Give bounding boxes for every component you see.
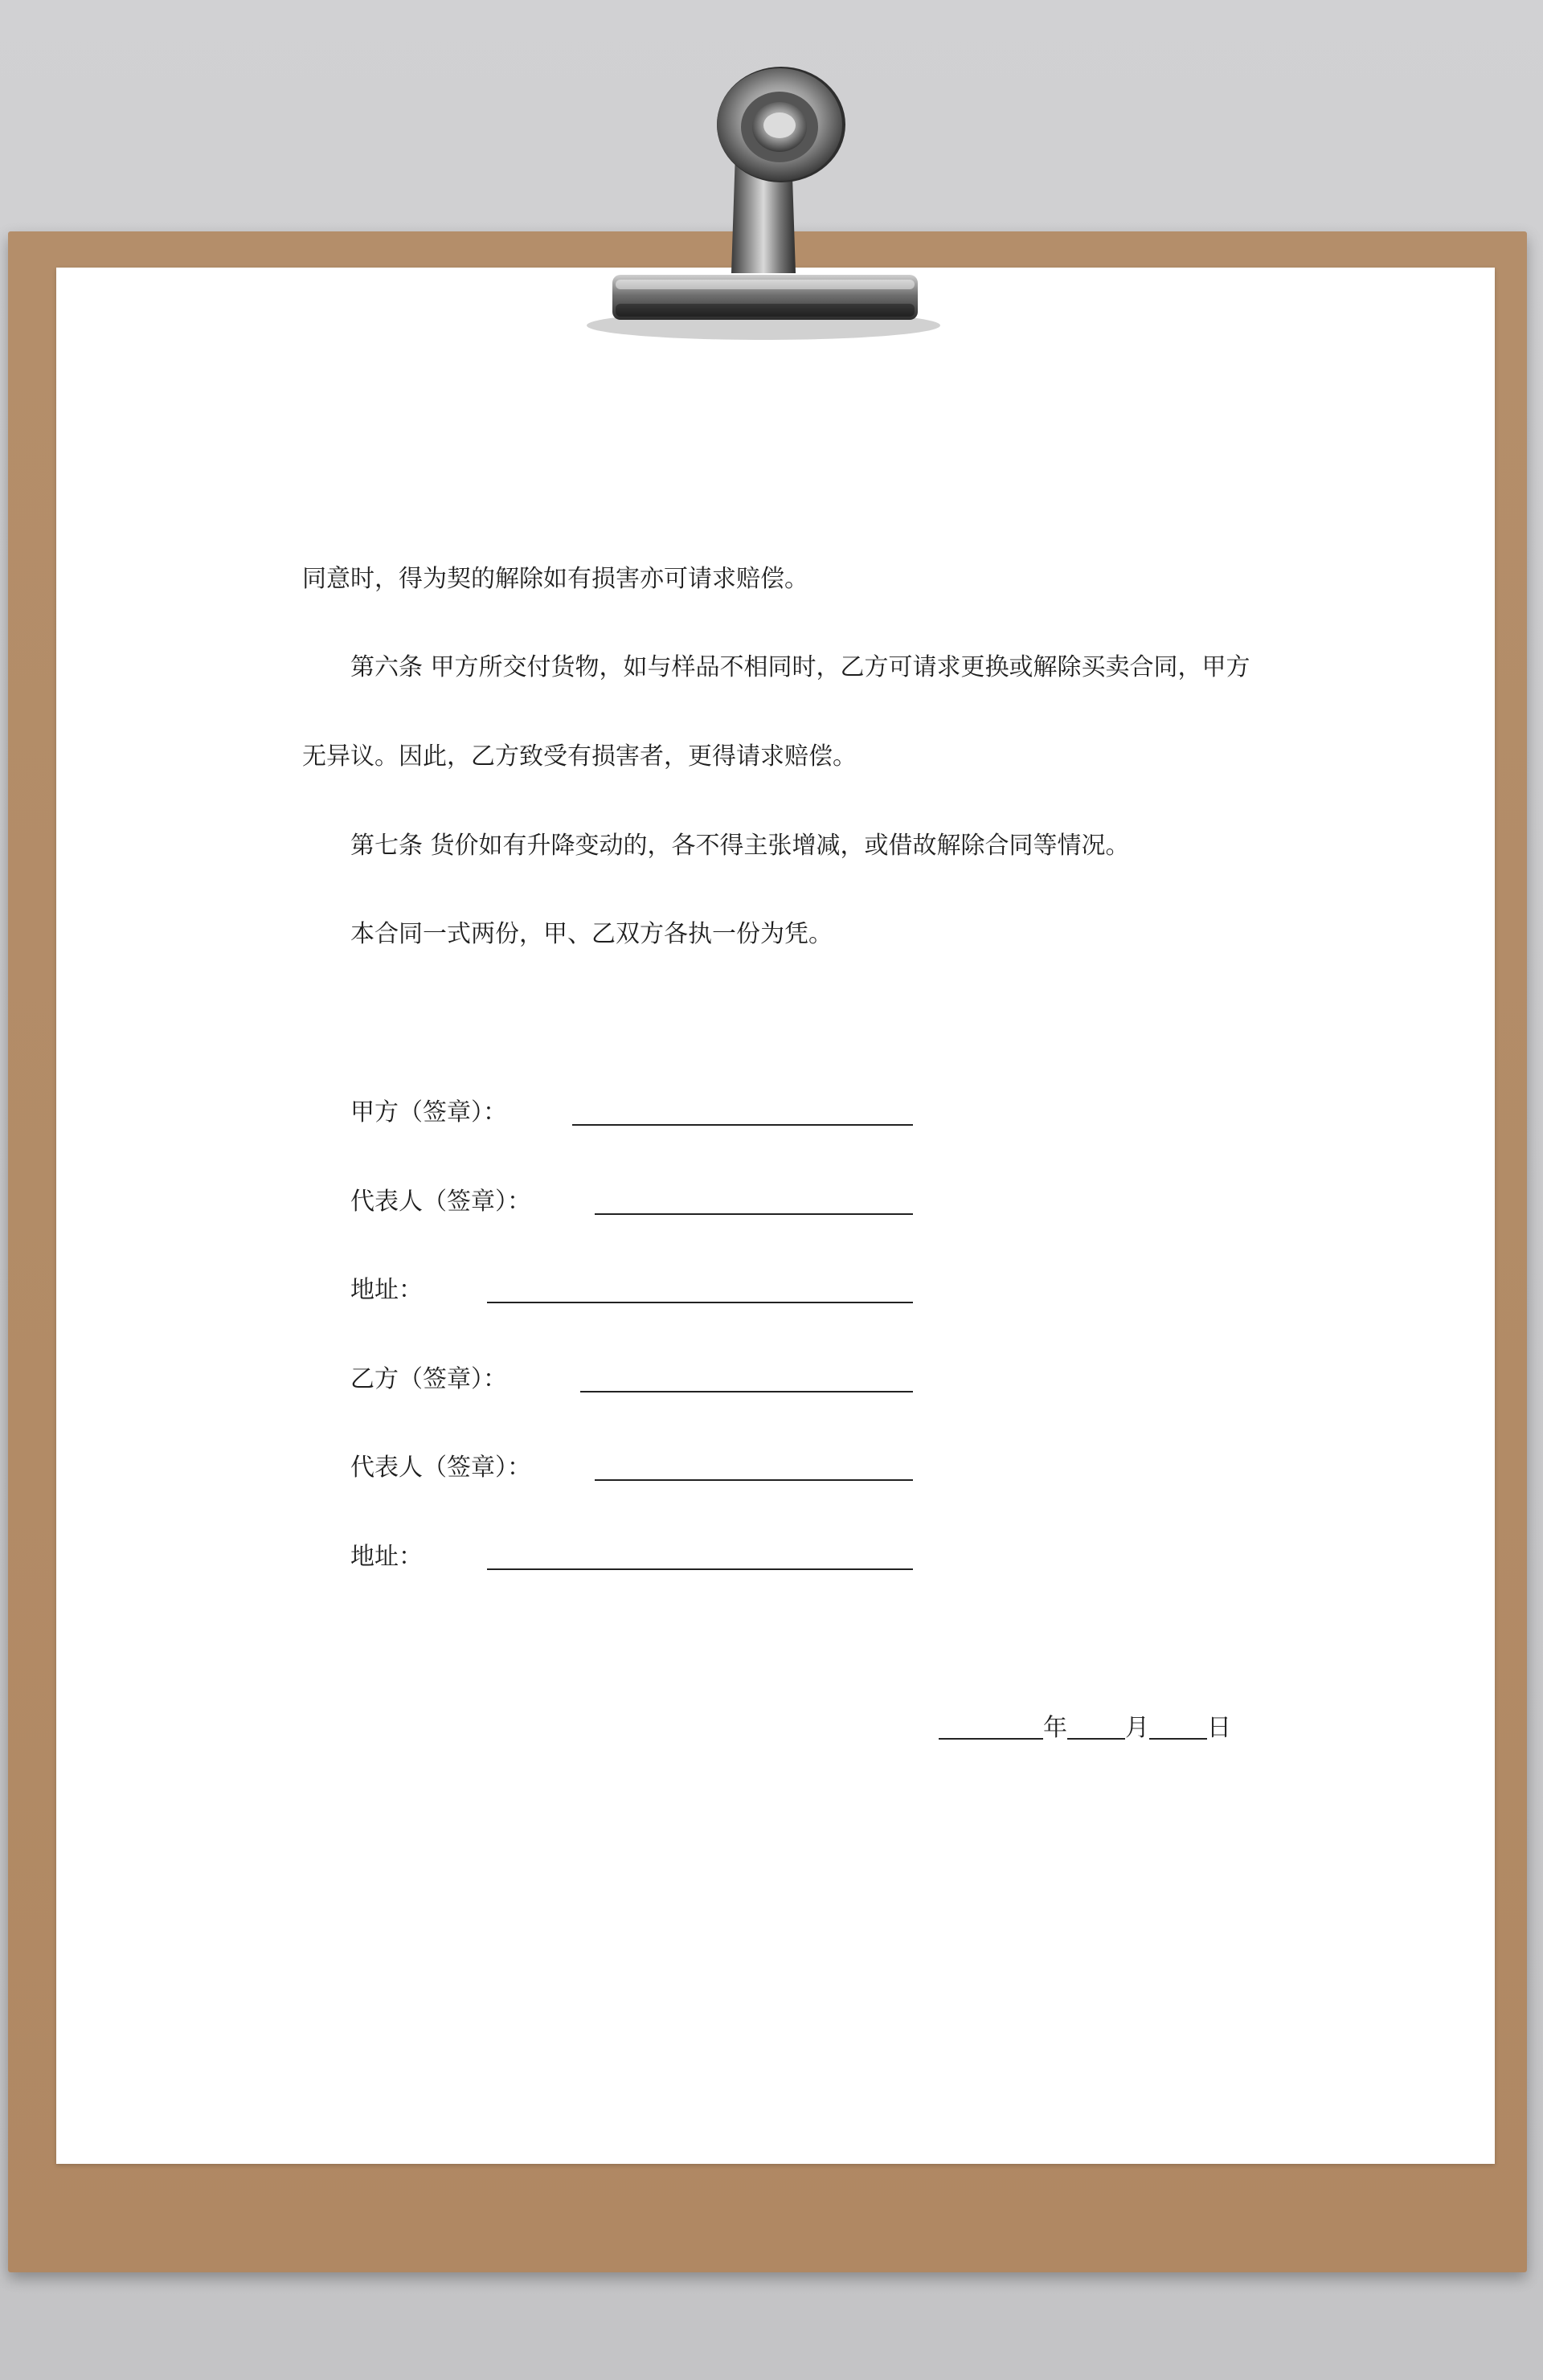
party-a-label: 甲方（签章）： [350,1098,507,1127]
paragraph-article-6-cont: 无异议。因此，乙方致受有损害者，更得请求赔偿。 [302,742,857,771]
address-b-line[interactable] [487,1568,913,1570]
address-a-label: 地址： [350,1276,423,1304]
representative-a-sign-line[interactable] [595,1213,913,1215]
paragraph-article-7: 第七条 货价如有升降变动的，各不得主张增减，或借故解除合同等情况。 [350,832,1130,860]
representative-b-sign-line[interactable] [595,1479,913,1481]
paragraph-copies: 本合同一式两份，甲、乙双方各执一份为凭。 [350,920,833,948]
contract-page [56,268,1495,2164]
signature-representative-a [350,1188,913,1220]
year-label: 年 [1043,1714,1067,1742]
signature-address-b [350,1543,913,1575]
month-blank[interactable] [1067,1715,1125,1740]
paragraph-article-6: 第六条 甲方所交付货物，如与样品不相同时，乙方可请求更换或解除买卖合同，甲方 [350,653,1250,681]
representative-a-label: 代表人（签章）： [350,1188,531,1216]
year-blank[interactable] [939,1715,1043,1740]
day-label: 日 [1207,1714,1231,1742]
representative-b-label: 代表人（签章）： [350,1454,531,1482]
binder-clip-icon [579,48,948,362]
date-line [939,1714,1244,1746]
party-b-sign-line[interactable] [580,1391,913,1392]
party-a-sign-line[interactable] [572,1124,913,1126]
signature-representative-b [350,1454,913,1486]
signature-party-a [350,1098,913,1131]
signature-address-a [350,1276,913,1308]
paragraph-1: 同意时，得为契的解除如有损害亦可请求赔偿。 [302,565,808,593]
address-b-label: 地址： [350,1543,423,1571]
day-blank[interactable] [1149,1715,1207,1740]
contract-content [56,268,1495,2164]
signature-party-b [350,1365,913,1397]
month-label: 月 [1125,1714,1149,1742]
address-a-line[interactable] [487,1302,913,1303]
party-b-label: 乙方（签章）： [350,1365,507,1393]
